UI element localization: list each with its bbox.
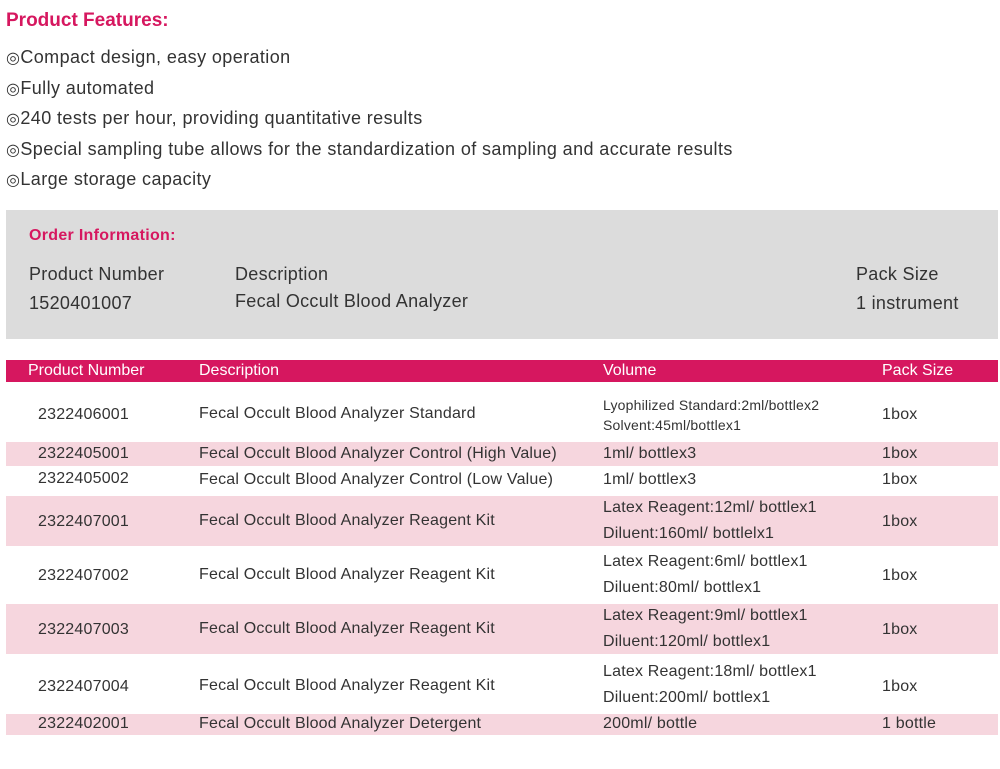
volume-line: Diluent:160ml/ bottlelx1 — [603, 525, 775, 542]
volume-line: Solvent:45ml/bottlex1 — [603, 417, 742, 433]
order-header-product-number: Product Number — [29, 264, 165, 284]
cell-volume — [603, 495, 817, 547]
table-row — [6, 714, 998, 735]
volume-line: Latex Reagent:9ml/ bottlex1 — [603, 607, 808, 624]
volume-line: Latex Reagent:6ml/ bottlex1 — [603, 553, 808, 570]
table-row — [6, 654, 998, 714]
cell-product-number: 2322407004 — [38, 678, 129, 695]
column-header-product-number: Product Number — [28, 362, 145, 379]
order-header-description: Description — [235, 264, 329, 284]
column-header-volume: Volume — [603, 362, 657, 379]
cell-product-number: 2322407001 — [38, 513, 129, 530]
double-circle-bullet-icon: ◎ — [6, 48, 21, 67]
product-table — [6, 360, 998, 735]
cell-description: Fecal Occult Blood Analyzer Standard — [199, 405, 476, 422]
order-header-pack-size: Pack Size — [856, 264, 939, 284]
cell-description: Fecal Occult Blood Analyzer Control (High Value) — [199, 445, 557, 462]
table-row — [6, 496, 998, 546]
table-row — [6, 442, 998, 466]
cell-product-number: 2322402001 — [38, 715, 129, 732]
volume-line: Lyophilized Standard:2ml/bottlex2 — [603, 397, 820, 413]
table-header — [6, 360, 998, 382]
table-row — [6, 546, 998, 604]
cell-description: Fecal Occult Blood Analyzer Reagent Kit — [199, 677, 495, 694]
cell-pack-size: 1box — [882, 445, 918, 462]
volume-line: Diluent:80ml/ bottlex1 — [603, 579, 762, 596]
cell-description: Fecal Occult Blood Analyzer Reagent Kit — [199, 566, 495, 583]
table-row — [6, 466, 998, 496]
double-circle-bullet-icon: ◎ — [6, 139, 21, 159]
order-information-title: Order Information: — [29, 227, 176, 244]
cell-description: Fecal Occult Blood Analyzer Reagent Kit — [199, 512, 495, 529]
feature-text: Special sampling tube allows for the standardization of sampling and accurate results — [20, 138, 733, 159]
cell-pack-size: 1box — [882, 471, 918, 488]
feature-item — [6, 73, 733, 104]
cell-volume: 1ml/ bottlex3 — [603, 471, 697, 488]
order-product-number: 1520401007 — [29, 293, 133, 313]
cell-product-number: 2322406001 — [38, 406, 129, 423]
cell-pack-size: 1box — [882, 621, 918, 638]
volume-line: Diluent:200ml/ bottlex1 — [603, 689, 771, 706]
feature-text: Compact design, easy operation — [20, 47, 291, 67]
cell-volume — [603, 395, 819, 435]
feature-text: Large storage capacity — [20, 169, 212, 189]
cell-volume — [603, 659, 817, 711]
cell-volume — [603, 549, 808, 601]
cell-product-number: 2322405001 — [38, 445, 129, 462]
volume-line: Diluent:120ml/ bottlex1 — [603, 633, 771, 650]
feature-text: 240 tests per hour, providing quantitative results — [20, 108, 423, 128]
double-circle-bullet-icon: ◎ — [6, 109, 21, 128]
cell-pack-size: 1box — [882, 513, 918, 530]
feature-item — [6, 103, 733, 134]
table-row — [6, 604, 998, 654]
cell-pack-size: 1box — [882, 406, 918, 423]
cell-volume — [603, 603, 808, 655]
volume-line: Latex Reagent:18ml/ bottlex1 — [603, 663, 817, 680]
cell-product-number: 2322407003 — [38, 621, 129, 638]
cell-description: Fecal Occult Blood Analyzer Detergent — [199, 715, 482, 732]
order-information-box — [6, 210, 998, 339]
column-header-pack-size: Pack Size — [882, 362, 954, 379]
features-title: Product Features: — [6, 10, 169, 31]
cell-pack-size: 1box — [882, 567, 918, 584]
column-header-description: Description — [199, 362, 280, 379]
cell-pack-size: 1 bottle — [882, 715, 937, 732]
volume-line: Latex Reagent:12ml/ bottlex1 — [603, 499, 817, 516]
cell-product-number: 2322405002 — [38, 470, 129, 487]
cell-pack-size: 1box — [882, 678, 918, 695]
double-circle-bullet-icon: ◎ — [6, 170, 21, 189]
cell-product-number: 2322407002 — [38, 567, 129, 584]
feature-item — [6, 42, 733, 73]
order-description: Fecal Occult Blood Analyzer — [235, 291, 469, 311]
feature-item — [6, 134, 733, 165]
order-pack-size: 1 instrument — [856, 293, 959, 313]
feature-text: Fully automated — [20, 77, 155, 98]
feature-item — [6, 164, 733, 195]
cell-description: Fecal Occult Blood Analyzer Reagent Kit — [199, 620, 495, 637]
table-row — [6, 382, 998, 442]
cell-volume: 200ml/ bottle — [603, 715, 698, 732]
double-circle-bullet-icon: ◎ — [6, 78, 21, 98]
features-list — [6, 42, 733, 195]
cell-description: Fecal Occult Blood Analyzer Control (Low Value) — [199, 471, 554, 488]
cell-volume: 1ml/ bottlex3 — [603, 445, 697, 462]
